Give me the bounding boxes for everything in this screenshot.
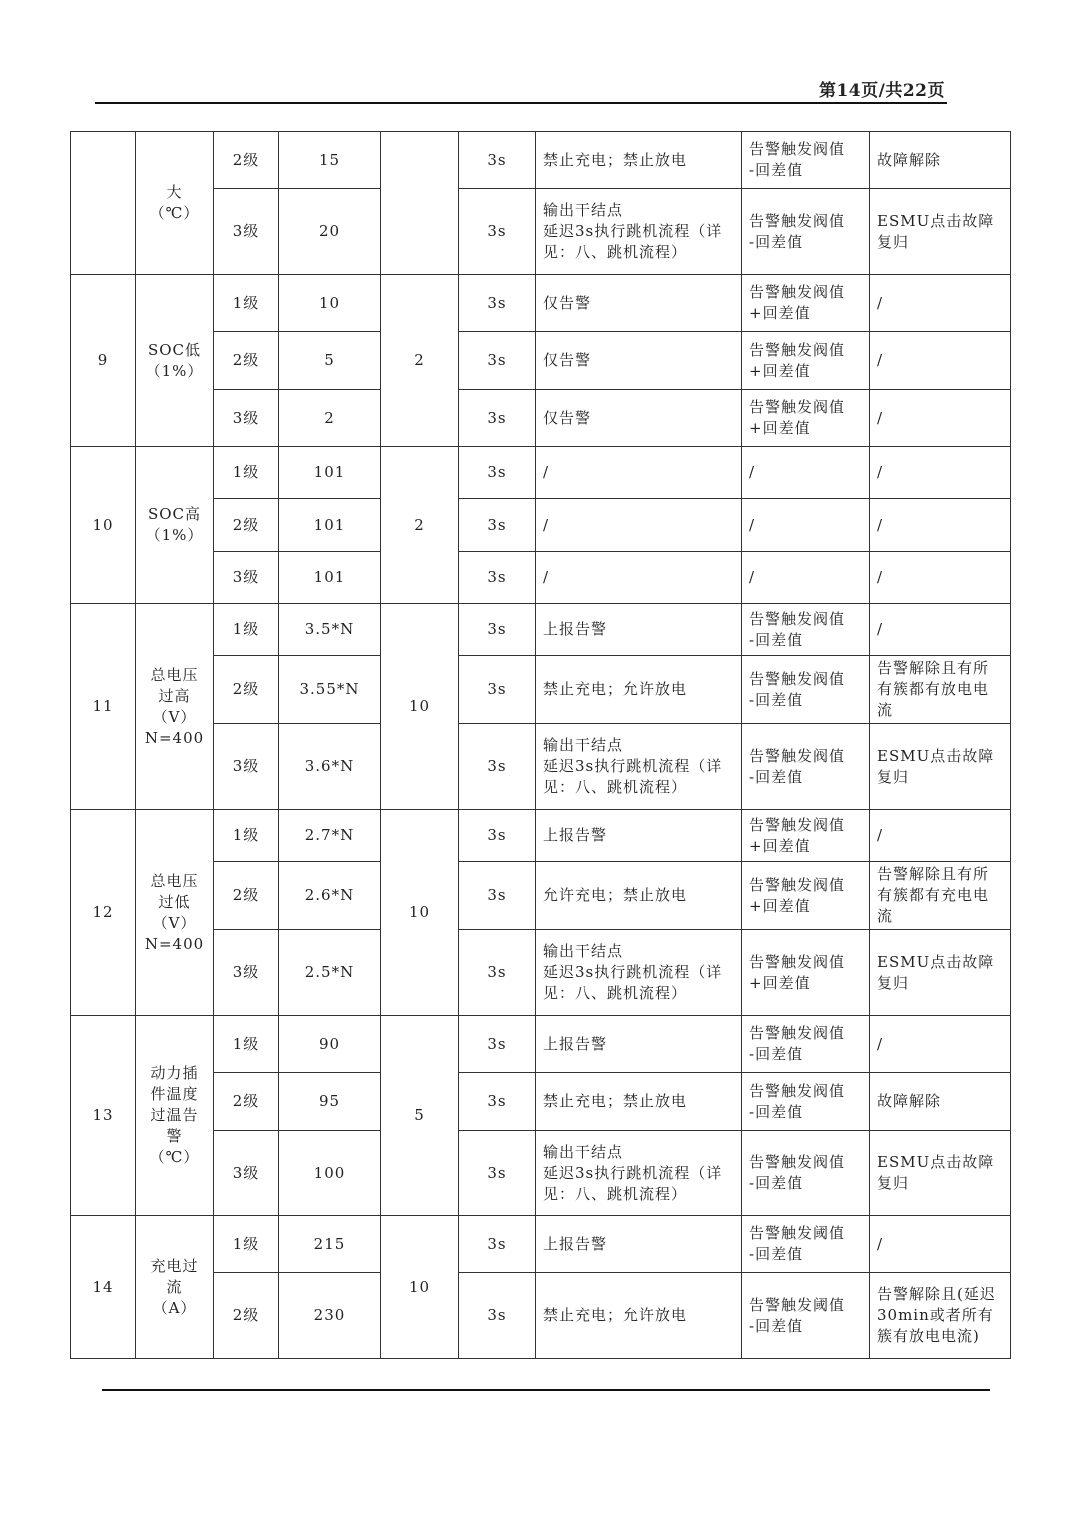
threshold-cell: 3.55*N xyxy=(279,656,381,724)
action-cell: / xyxy=(536,552,742,604)
table-row xyxy=(71,275,1011,332)
recovery-cell: 告警触发阀值 -回差值 xyxy=(742,1131,870,1216)
delay-cell: 3s xyxy=(459,724,536,810)
level-cell: 2级 xyxy=(214,862,279,930)
delay-cell: 3s xyxy=(459,1216,536,1273)
delay-cell: 3s xyxy=(459,390,536,447)
release-cell: / xyxy=(870,604,1011,656)
recovery-cell: 告警触发阀值 +回差值 xyxy=(742,390,870,447)
threshold-cell: 2 xyxy=(279,390,381,447)
item-name-cell: SOC高 （1%） xyxy=(136,447,214,604)
action-cell: 仅告警 xyxy=(536,390,742,447)
action-cell: 上报告警 xyxy=(536,1216,742,1273)
action-cell: 禁止充电；禁止放电 xyxy=(536,1073,742,1131)
action-cell: / xyxy=(536,447,742,499)
recovery-cell: 告警触发阀值 -回差值 xyxy=(742,189,870,275)
page-header xyxy=(95,76,947,104)
item-name-cell: 动力插件温度过温告警 （℃） xyxy=(136,1016,214,1216)
action-cell: 上报告警 xyxy=(536,1016,742,1073)
recovery-cell: 告警触发阀值 -回差值 xyxy=(742,132,870,189)
hysteresis-cell: 10 xyxy=(381,1216,459,1359)
threshold-cell: 3.6*N xyxy=(279,724,381,810)
action-cell: 上报告警 xyxy=(536,604,742,656)
delay-cell: 3s xyxy=(459,1016,536,1073)
threshold-cell: 2.7*N xyxy=(279,810,381,862)
delay-cell: 3s xyxy=(459,447,536,499)
action-cell: 输出干结点 延迟3s执行跳机流程（详见：八、跳机流程） xyxy=(536,1131,742,1216)
table-row xyxy=(71,447,1011,499)
table-row xyxy=(71,132,1011,189)
delay-cell: 3s xyxy=(459,1073,536,1131)
threshold-cell: 5 xyxy=(279,332,381,390)
level-cell: 2级 xyxy=(214,656,279,724)
level-cell: 3级 xyxy=(214,552,279,604)
level-cell: 3级 xyxy=(214,1131,279,1216)
delay-cell: 3s xyxy=(459,810,536,862)
recovery-cell: / xyxy=(742,552,870,604)
release-cell: / xyxy=(870,1016,1011,1073)
release-cell: / xyxy=(870,275,1011,332)
action-cell: 禁止充电；允许放电 xyxy=(536,1273,742,1359)
item-number-cell: 11 xyxy=(71,604,136,810)
threshold-cell: 15 xyxy=(279,132,381,189)
release-cell: 故障解除 xyxy=(870,1073,1011,1131)
release-cell: 告警解除且有所有簇都有放电电流 xyxy=(870,656,1011,724)
hysteresis-cell: 5 xyxy=(381,1016,459,1216)
delay-cell: 3s xyxy=(459,332,536,390)
release-cell: / xyxy=(870,499,1011,552)
recovery-cell: 告警触发阀值 +回差值 xyxy=(742,930,870,1016)
level-cell: 3级 xyxy=(214,390,279,447)
recovery-cell: 告警触发阀值 -回差值 xyxy=(742,656,870,724)
delay-cell: 3s xyxy=(459,499,536,552)
level-cell: 1级 xyxy=(214,275,279,332)
hysteresis-cell: 10 xyxy=(381,604,459,810)
recovery-cell: 告警触发阀值 -回差值 xyxy=(742,1016,870,1073)
threshold-cell: 101 xyxy=(279,447,381,499)
action-cell: 仅告警 xyxy=(536,332,742,390)
release-cell: / xyxy=(870,1216,1011,1273)
item-name-cell: 总电压 过高 （V） N=400 xyxy=(136,604,214,810)
delay-cell: 3s xyxy=(459,552,536,604)
threshold-cell: 101 xyxy=(279,499,381,552)
level-cell: 3级 xyxy=(214,930,279,1016)
action-cell: 输出干结点 延迟3s执行跳机流程（详见：八、跳机流程） xyxy=(536,724,742,810)
level-cell: 1级 xyxy=(214,810,279,862)
level-cell: 2级 xyxy=(214,1073,279,1131)
level-cell: 2级 xyxy=(214,132,279,189)
alarm-threshold-table xyxy=(70,131,1011,1359)
table-row xyxy=(71,1216,1011,1273)
release-cell: ESMU点击故障复归 xyxy=(870,1131,1011,1216)
hysteresis-cell xyxy=(381,132,459,275)
recovery-cell: 告警触发阈值 -回差值 xyxy=(742,1273,870,1359)
item-name-cell: 充电过流 （A） xyxy=(136,1216,214,1359)
release-cell: 告警解除且(延迟30min或者所有簇有放电电流) xyxy=(870,1273,1011,1359)
recovery-cell: 告警触发阀值 +回差值 xyxy=(742,332,870,390)
recovery-cell: 告警触发阀值 -回差值 xyxy=(742,724,870,810)
delay-cell: 3s xyxy=(459,930,536,1016)
delay-cell: 3s xyxy=(459,1273,536,1359)
recovery-cell: 告警触发阀值 +回差值 xyxy=(742,275,870,332)
action-cell: 输出干结点 延迟3s执行跳机流程（详见：八、跳机流程） xyxy=(536,930,742,1016)
threshold-cell: 3.5*N xyxy=(279,604,381,656)
release-cell: ESMU点击故障复归 xyxy=(870,930,1011,1016)
hysteresis-cell: 2 xyxy=(381,275,459,447)
recovery-cell: / xyxy=(742,499,870,552)
level-cell: 2级 xyxy=(214,1273,279,1359)
delay-cell: 3s xyxy=(459,1131,536,1216)
threshold-cell: 215 xyxy=(279,1216,381,1273)
recovery-cell: 告警触发阀值 +回差值 xyxy=(742,810,870,862)
threshold-cell: 20 xyxy=(279,189,381,275)
item-number-cell: 14 xyxy=(71,1216,136,1359)
threshold-cell: 10 xyxy=(279,275,381,332)
level-cell: 1级 xyxy=(214,604,279,656)
item-name-cell: SOC低 （1%） xyxy=(136,275,214,447)
table-row xyxy=(71,604,1011,656)
item-number-cell: 12 xyxy=(71,810,136,1016)
item-number-cell: 10 xyxy=(71,447,136,604)
level-cell: 3级 xyxy=(214,724,279,810)
action-cell: 允许充电；禁止放电 xyxy=(536,862,742,930)
page-number: 第14页/共22页 xyxy=(818,81,945,101)
level-cell: 3级 xyxy=(214,189,279,275)
threshold-cell: 2.5*N xyxy=(279,930,381,1016)
recovery-cell: / xyxy=(742,447,870,499)
recovery-cell: 告警触发阈值 -回差值 xyxy=(742,1216,870,1273)
item-number-cell: 9 xyxy=(71,275,136,447)
delay-cell: 3s xyxy=(459,604,536,656)
threshold-cell: 100 xyxy=(279,1131,381,1216)
item-number-cell: 13 xyxy=(71,1016,136,1216)
footer-divider xyxy=(102,1389,990,1391)
release-cell: 告警解除且有所有簇都有充电电流 xyxy=(870,862,1011,930)
delay-cell: 3s xyxy=(459,275,536,332)
item-name-cell: 大 （℃） xyxy=(136,132,214,275)
release-cell: ESMU点击故障复归 xyxy=(870,724,1011,810)
delay-cell: 3s xyxy=(459,189,536,275)
threshold-cell: 101 xyxy=(279,552,381,604)
level-cell: 2级 xyxy=(214,499,279,552)
threshold-cell: 90 xyxy=(279,1016,381,1073)
action-cell: 禁止充电；允许放电 xyxy=(536,656,742,724)
item-number-cell xyxy=(71,132,136,275)
level-cell: 2级 xyxy=(214,332,279,390)
action-cell: 上报告警 xyxy=(536,810,742,862)
delay-cell: 3s xyxy=(459,132,536,189)
release-cell: / xyxy=(870,447,1011,499)
table-row xyxy=(71,1016,1011,1073)
threshold-cell: 95 xyxy=(279,1073,381,1131)
hysteresis-cell: 10 xyxy=(381,810,459,1016)
recovery-cell: 告警触发阀值 -回差值 xyxy=(742,604,870,656)
action-cell: 仅告警 xyxy=(536,275,742,332)
level-cell: 1级 xyxy=(214,1216,279,1273)
action-cell: / xyxy=(536,499,742,552)
release-cell: ESMU点击故障复归 xyxy=(870,189,1011,275)
threshold-cell: 2.6*N xyxy=(279,862,381,930)
level-cell: 1级 xyxy=(214,447,279,499)
recovery-cell: 告警触发阀值 -回差值 xyxy=(742,1073,870,1131)
delay-cell: 3s xyxy=(459,862,536,930)
release-cell: / xyxy=(870,810,1011,862)
item-name-cell: 总电压 过低 （V） N=400 xyxy=(136,810,214,1016)
level-cell: 1级 xyxy=(214,1016,279,1073)
table-row xyxy=(71,810,1011,862)
action-cell: 禁止充电；禁止放电 xyxy=(536,132,742,189)
action-cell: 输出干结点 延迟3s执行跳机流程（详见：八、跳机流程） xyxy=(536,189,742,275)
hysteresis-cell: 2 xyxy=(381,447,459,604)
threshold-cell: 230 xyxy=(279,1273,381,1359)
delay-cell: 3s xyxy=(459,656,536,724)
release-cell: / xyxy=(870,552,1011,604)
recovery-cell: 告警触发阀值 +回差值 xyxy=(742,862,870,930)
release-cell: / xyxy=(870,332,1011,390)
release-cell: / xyxy=(870,390,1011,447)
release-cell: 故障解除 xyxy=(870,132,1011,189)
